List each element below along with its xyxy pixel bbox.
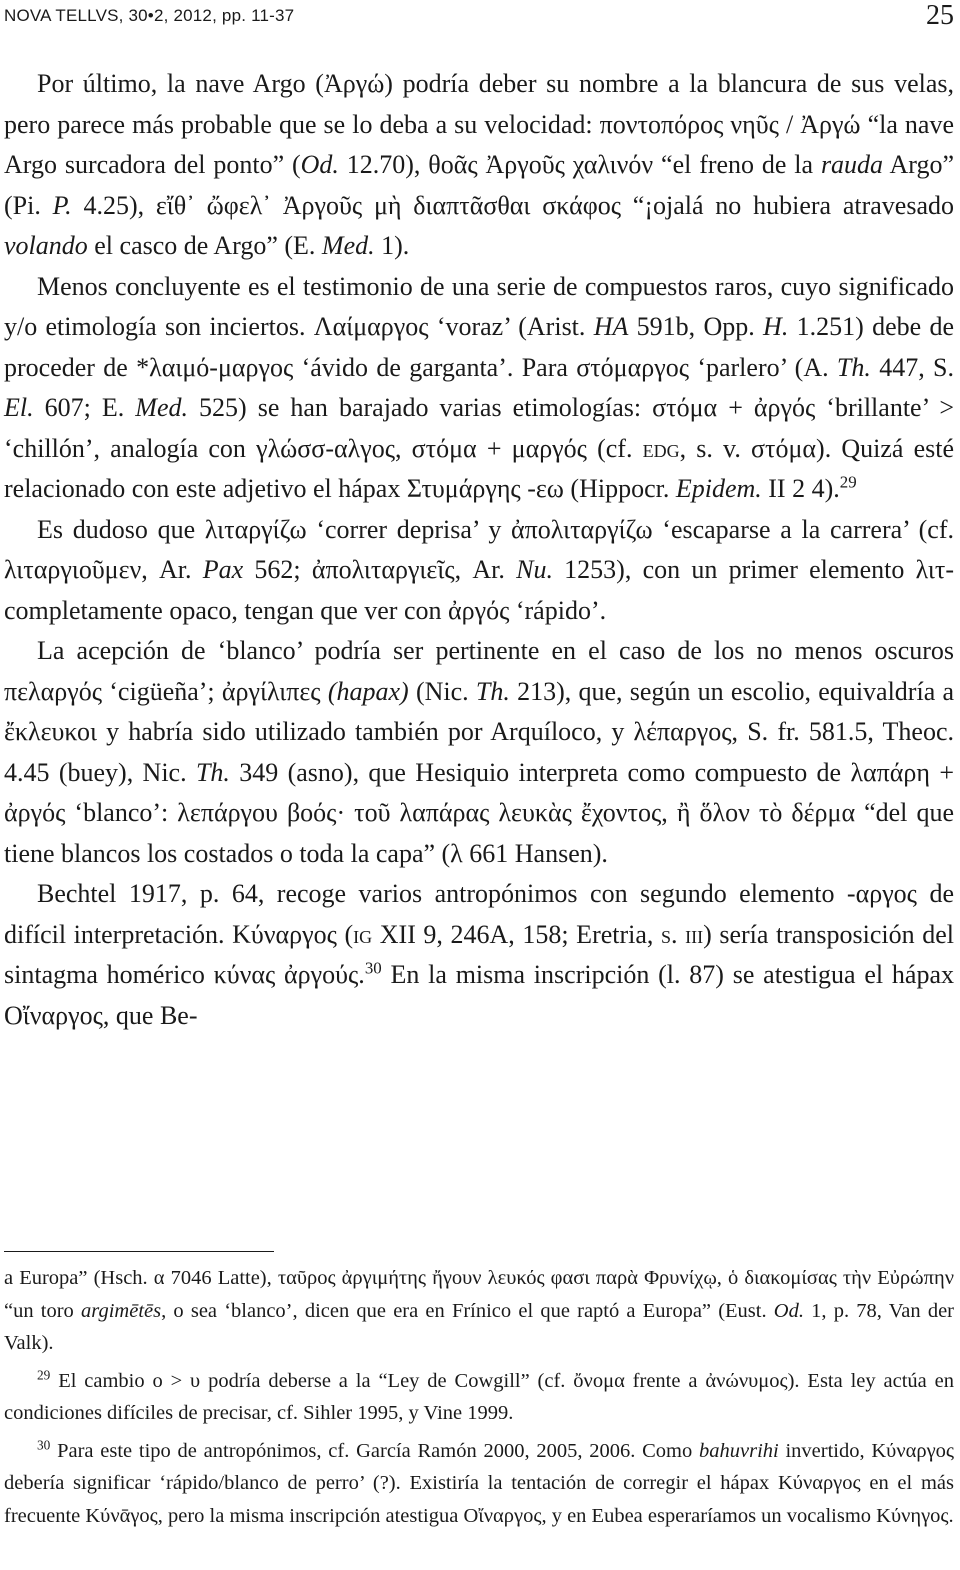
main-text — [4, 64, 954, 1036]
running-head: NOVA TELLVS, 30•2, 2012, pp. 11-37 — [4, 6, 295, 25]
footnote-separator — [4, 1251, 274, 1252]
footnote-30: $^{30}$ Para este tipo de antropónimos, cf. García Ramón 2000, 2005, 2006. Como bahuvrihi invertido, Κύναργος debería significar ‘rápido/blanco de perro’ (?). Existiría la tentación de corregir el hápax Κύναργος en el más frecuente Κύνᾱγος, pero la misma inscripción atestigua Οἴναργος, y en Eubea esperaríamos un vocalismo Κύνηγος. — [4, 1437, 954, 1527]
footnote-29: $^{29}$ El cambio ο > υ podría deberse a la “Ley de Cowgill” (cf. ὄνομα frente a ἀνώνυμος). Esta ley actúa en condiciones difíciles de precisar, cf. Sihler 1995, y Vine 1999. — [4, 1367, 954, 1424]
paragraph-argo: Por último, la nave Argo (Ἀργώ) podría deber su nombre a la blancura de sus velas, pero parece más probable que se lo deba a su velocidad: ποντοπόρος νηῦς / Ἀργώ “la nave Argo surcadora del ponto” (Od. 12.70), θοᾶς Ἀργοῦς χαλινόν “el freno de la rauda Argo” (Pi. P. 4.25), εἴθ᾽ ὤφελ᾽ Ἀργοῦς μὴ διαπτᾶσθαι σκάφος “¡ojalá no hubiera atravesado volando el casco de Argo” (E. Med. 1). — [4, 69, 954, 260]
footnotes — [4, 1262, 954, 1532]
page-number: 25 — [926, 0, 954, 31]
paragraph-bechtel: Bechtel 1917, p. 64, recoge varios antropónimos con segundo elemento -αργος de difícil interpretación. Κύναργος (ig XII 9, 246A, 158; Eretria, s. iii) sería transposición del sintagma homérico κύνας ἀργούς.$^{30}$ En la misma inscripción (l. 87) se atestigua el hápax Οἴναργος, que Be- — [4, 879, 954, 1030]
paragraph-litargizo: Es dudoso que λιταργίζω ‘correr deprisa’ y ἀπολιταργίζω ‘escaparse a la carrera’ (cf. λιταργιοῦμεν, Ar. Pax 562; ἀπολιταργιεῖς, Ar. Nu. 1253), con un primer elemento λιτ- completamente opaco, tengan que ver con ἀργός ‘rápido’. — [4, 514, 955, 625]
footnote-continuation: a Europa” (Hsch. α 7046 Latte), ταῦρος ἀργιμήτης ἤγουν λευκός φασι παρὰ Φρυνίχῳ, ὁ διακομίσας τὴν Εὐρώπην “un toro argimētēs, o sea ‘blanco’, dicen que era en Frínico el que raptó a Europa” (Eust. Od. 1, p. 78, Van der Valk). — [4, 1267, 954, 1354]
footnote-number-29: 29 — [37, 1367, 51, 1383]
footnote-ref-30[interactable]: 30 — [364, 958, 382, 978]
paragraph-compounds: Menos concluyente es el testimonio de una serie de compuestos raros, cuyo significado y/o etimología son inciertos. Λαίμαργος ‘voraz’ (Arist. HA 591b, Opp. H. 1.251) debe de proceder de *λαιμό-μαργος ‘ávido de garganta’. Para στόμαργος ‘parlero’ (A. Th. 447, S. El. 607; E. Med. 525) se han barajado varias etimologías: στόμα + ἀργός ‘brillante’ > ‘chillón’, analogía con γλώσσ-αλγος, στόμα + μαργός (cf. edg, s. v. στόμα). Quizá esté relacionado con este adjetivo el hápax Στυμάργης -εω (Hippocr. Epidem. II 2 4).$^{29}$ — [4, 271, 955, 503]
footnote-ref-29[interactable]: 29 — [839, 472, 857, 492]
footnote-number-30: 30 — [37, 1437, 51, 1453]
paragraph-blanco: La acepción de ‘blanco’ podría ser pertinente en el caso de los no menos oscuros πελαργός ‘cigüeña’; ἀργίλιπες (hapax) (Nic. Th. 213), que, según un escolio, equivaldría a ἔκλευκοι y habría sido utilizado también por Arquíloco, y λέπαργος, S. fr. 581.5, Theoc. 4.45 (buey), Nic. Th. 349 (asno), que Hesiquio interpreta como compuesto de λαπάρη + ἀργός ‘blanco’: λεπάργου βοός· τοῦ λαπάρας λευκὰς ἔχοντος, ἢ ὅλον τὸ δέρμα “del que tiene blancos los costados o toda la capa” (λ 661 Hansen). — [4, 636, 955, 868]
